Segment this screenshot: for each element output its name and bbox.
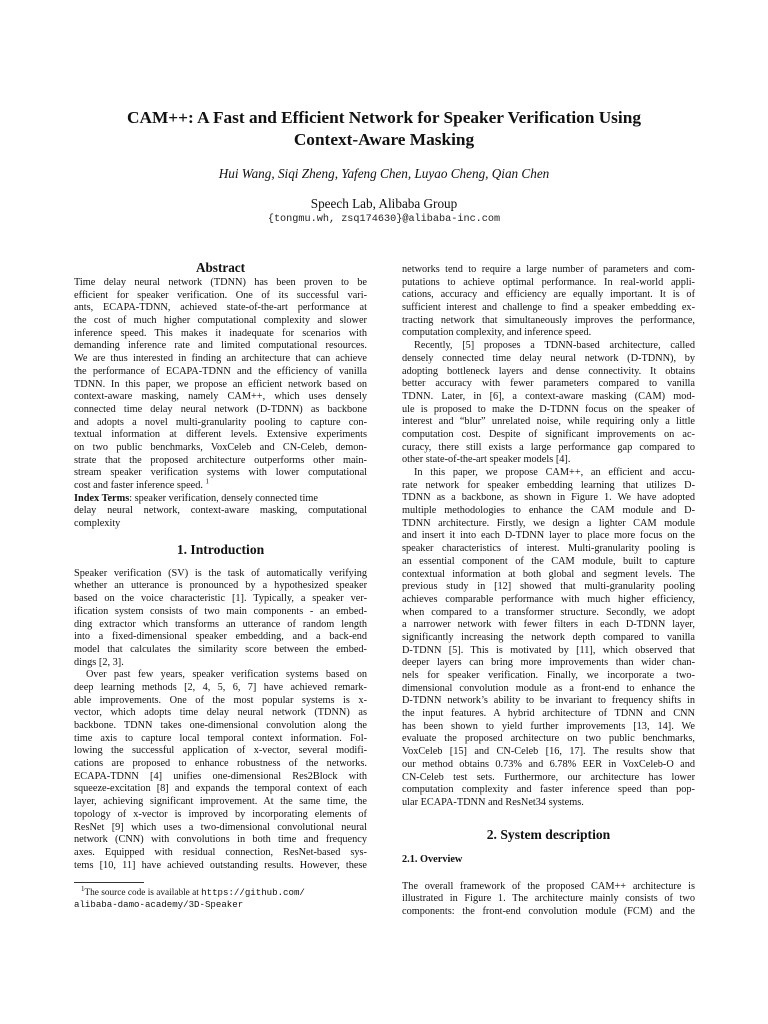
system-description-heading: 2. System description [486, 826, 611, 842]
intro-line: tracting network that simultaneously improves the performance, [402, 314, 695, 326]
intro-line: ECAPA-TDNN [4] unifies one-dimensional Res2Block with [74, 770, 367, 782]
title-line-2: Context-Aware Masking [293, 130, 475, 149]
introduction-continued [402, 264, 695, 810]
abstract-line: ants, ECAPA-TDNN, achieved state-of-the-art performance at [74, 302, 367, 314]
intro-line: putations to achieve optimal performance. In real-world appli- [402, 276, 695, 288]
intro-line: the input features. A hybrid architecture of TDNN and CNN [402, 708, 695, 720]
intro-line: Speaker verification (SV) is the task of automatically verifying [74, 567, 367, 579]
intro-line: contextual information at both global and segment levels. The [402, 568, 695, 580]
abstract-line [74, 477, 367, 493]
intro-line: ResNet [9] which uses a two-dimensional convolutional neural [74, 821, 367, 833]
abstract-line: strate that the proposed architecture outperforms other main- [74, 454, 367, 466]
intro-line: based on the voice characteristic [1]. Typically, a speaker ver- [74, 593, 367, 605]
intro-line: whether an utterance is pronounced by a hypothesized speaker [74, 580, 367, 592]
intro-line: ification system consists of two main components - an embed- [74, 605, 367, 617]
abstract-line: and adopts a novel multi-granularity pooling to capture con- [74, 416, 367, 428]
intro-line: densely connected time delay neural network (D-TDNN), by [402, 352, 695, 364]
intro-line: Recently, [5] proposes a TDNN-based architecture, called [414, 340, 695, 352]
intro-line: networks tend to require a large number of parameters and com- [402, 264, 695, 275]
intro-line: rate network for speaker embedding learning that utilizes D- [402, 479, 695, 491]
intro-line: CN-Celeb test sets. Furthermore, our architecture has lower [402, 771, 695, 783]
author-list: Hui Wang, Siqi Zheng, Yafeng Chen, Luyao Cheng, Qian Chen [218, 166, 550, 181]
affiliation: Speech Lab, Alibaba Group [310, 196, 458, 211]
title-line-1: CAM++: A Fast and Efficient Network for Speaker Verification Using [127, 108, 641, 127]
index-terms-line: delay neural network, context-aware masking, computational [74, 505, 367, 517]
intro-line: deep learning methods [2, 4, 5, 6, 7] have achieved remark- [74, 681, 367, 693]
abstract-line: We are thus interested in finding an architecture that can achieve [74, 353, 367, 365]
index-terms-label: Index Terms [74, 492, 130, 504]
footnote-text: The source code is available at [84, 888, 199, 899]
intro-line: tems [10, 11] have achieved outstanding results. However, these [74, 859, 367, 871]
intro-line: topology of x-vector is improved by incorporating elements of [74, 808, 367, 820]
intro-line: ding extractor which transforms an utterance of random length [74, 618, 367, 630]
intro-line: interest and “blur” unrelated noise, while requiring only a little [402, 416, 695, 428]
intro-line: model that calculates the similarity score between the embed- [74, 643, 367, 655]
intro-line: lowing the successful application of x-vector, several modifi- [74, 745, 367, 757]
intro-line: when compared to a transformer structure. Secondly, we adopt [402, 606, 695, 618]
intro-line: significantly increasing the network depth compared to vanilla [402, 631, 695, 643]
index-terms: Index Terms: speaker verification, densely connected time [74, 492, 318, 504]
intro-line: into a fixed-dimensional speaker embedding, and a back-end [74, 631, 367, 643]
intro-line: dimensional convolution module as a front-end to enhance the [402, 682, 695, 694]
overview-line: components: the front-end convolution module (FCM) and the [402, 905, 695, 917]
abstract-body [74, 277, 367, 531]
intro-line: a narrower network with fewer filters in each D-TDNN layer, [402, 619, 695, 631]
intro-line: In this paper, we propose CAM++, an efficient and accu- [414, 467, 695, 478]
intro-line: ule is proposed to make the D-TDNN focus on the speaker of [402, 403, 695, 415]
intro-line: deeper layers can bring more improvements than wider chan- [402, 657, 695, 669]
intro-line: computation complexity and faster inference speed than pop- [402, 784, 695, 796]
abstract-line-text: cost and faster inference speed. [74, 480, 203, 491]
intro-line: our method obtains 0.73% and 6.78% EER in VoxCeleb-O and [402, 758, 695, 770]
abstract-line: inference speed. This makes it inadequate for scenarios with [74, 327, 367, 339]
abstract-line: context-aware masking, namely CAM++, which uses densely [74, 391, 367, 403]
intro-line: squeeze-excitation [8] and expands the temporal context of each [74, 783, 367, 795]
abstract-footnote-mark: 1 [205, 477, 210, 486]
intro-line: evaluate the proposed architecture on two public benchmarks, [402, 733, 695, 745]
intro-line: other state-of-the-art speaker models [4]. [402, 454, 571, 466]
intro-line: adopting bottleneck layers and dense connectivity. It obtains [402, 365, 695, 377]
intro-line: layer, achieving significant improvement. At the same time, the [74, 796, 367, 808]
intro-line: VoxCeleb [15] and CN-Celeb [16, 17]. The results show that [402, 746, 695, 758]
intro-line: Over past few years, speaker verification systems based on [86, 669, 367, 681]
intro-line: multiple methodologies to enhance the CAM module and D- [402, 505, 695, 517]
abstract-line: Time delay neural network (TDNN) has been proven to be [74, 277, 367, 288]
intro-line: sufficient interest and challenge to find a speaker embedding ex- [402, 302, 695, 314]
footnote-mark: 1 [80, 885, 85, 894]
footnote [74, 887, 367, 899]
intro-line: curacy, there still exists a large performance gap compared to [402, 441, 695, 453]
intro-line: dings [2, 3]. [74, 656, 124, 668]
intro-line: vector, which adopts time delay neural network (TDNN) as [74, 707, 367, 719]
intro-line: has been shown to yield further improvements [13, 14]. We [402, 720, 695, 732]
intro-line: better accuracy with fewer parameters compared to vanilla [402, 378, 695, 390]
intro-line: computation cost. Despite of significant improvements on ac- [402, 428, 695, 440]
intro-line: computation complexity, and inference speed. [402, 327, 592, 339]
footnote-url-line: alibaba-damo-academy/3D-Speaker [74, 898, 244, 910]
footnote-rule [74, 882, 144, 883]
overview-line: The overall framework of the proposed CAM++ architecture is [402, 880, 695, 892]
abstract-line: the cost of much higher computational complexity and slower [74, 315, 367, 327]
intro-line: cations, accuracy and efficiency are equally important. It is of [402, 289, 695, 301]
abstract-line: the performance of ECAPA-TDNN and the efficiency of vanilla [74, 365, 367, 377]
abstract-line: textual information at different levels. Extensive experiments [74, 429, 367, 441]
abstract-line: efficient for speaker verification. One of its successful vari- [74, 289, 367, 301]
intro-line: cations are proposed to enhance robustness of the networks. [74, 758, 367, 770]
intro-line: and insert it into each D-TDNN layer to place more focus on the [402, 530, 695, 542]
abstract-line: TDNN. In this paper, we propose an efficient network based on [74, 378, 367, 390]
intro-line: backbone. TDNN takes one-dimensional convolution along the [74, 720, 367, 731]
intro-line: achieves comparable performance with much higher efficiency, [402, 593, 695, 605]
abstract-line: on two public benchmarks, VoxCeleb and CN-Celeb, demon- [74, 441, 367, 453]
author-email: {tongmu.wh, zsq174630}@alibaba-inc.com [267, 214, 501, 225]
abstract-line: connected time delay neural network (D-TDNN) as backbone [74, 403, 367, 415]
intro-line: nels for speaker verification. Finally, we incorporate a two- [402, 670, 695, 681]
right-column [402, 264, 695, 919]
intro-line: TDNN as a backbone, as shown in Figure 1. We have adopted [402, 492, 695, 504]
intro-line: axes. Equipped with residual connection, ResNet-based sys- [74, 846, 367, 858]
intro-line: speaker characteristics of interest. Multi-granularity pooling is [402, 543, 695, 555]
abstract-line: stream speaker verification systems with lower computational [74, 467, 367, 479]
paper-title [60, 107, 708, 151]
intro-line: TDNN. Later, in [6], a context-aware masking (CAM) mod- [402, 390, 695, 402]
overview-body [402, 881, 695, 919]
intro-line: D-TDNN [5]. This is motivated by [11], which observed that [402, 644, 695, 656]
left-column [74, 259, 367, 910]
intro-line: time axis to capture local temporal context information. Fol- [74, 732, 367, 744]
overview-line: illustrated in Figure 1. The architecture mainly consists of two [402, 893, 695, 905]
abstract-heading: Abstract [195, 260, 246, 275]
intro-line: network (CNN) with convolutions in both time and frequency [74, 834, 367, 846]
intro-line: TDNN architecture. Firstly, we design a lighter CAM module [402, 517, 695, 529]
index-terms-line: complexity [74, 518, 121, 530]
intro-line: an essential component of the CAM module, built to capture [402, 555, 695, 567]
intro-line: previous study in [12] showed that multi-granularity pooling [402, 581, 695, 593]
introduction-heading: 1. Introduction [176, 541, 265, 557]
intro-line: ular ECAPA-TDNN and ResNet34 systems. [402, 796, 584, 808]
footnote-url-part: https://github.com/ [201, 887, 305, 899]
introduction-body [74, 568, 367, 873]
overview-heading: 2.1. Overview [402, 853, 463, 865]
abstract-line: demanding inference rate and limited computational resources. [74, 340, 367, 352]
intro-line: able improvements. One of the most popular systems is x- [74, 694, 367, 706]
intro-line: D-TDNN network’s ability to be invariant to frequency shifts in [402, 695, 695, 707]
